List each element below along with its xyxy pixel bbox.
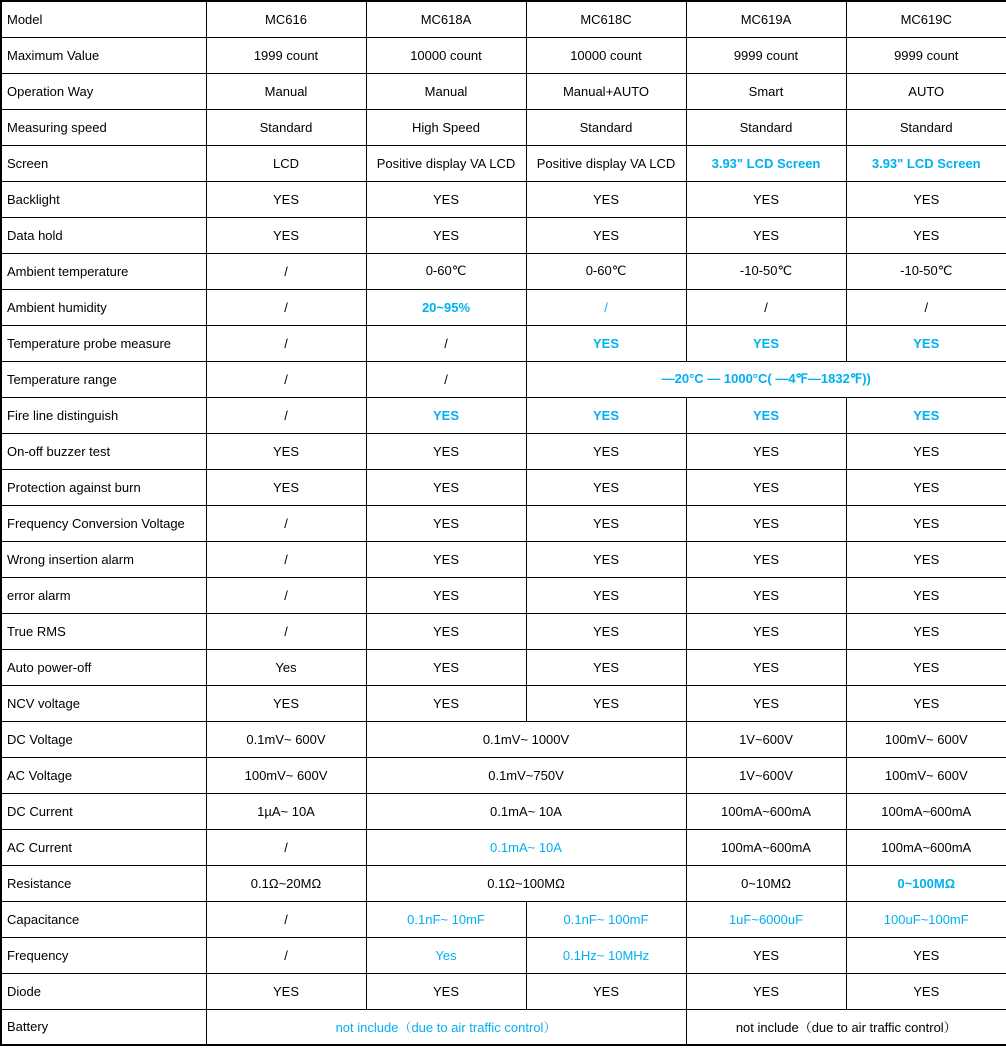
spec-value: YES — [846, 505, 1006, 541]
spec-value: Smart — [686, 73, 846, 109]
spec-value: / — [206, 289, 366, 325]
table-row — [1, 505, 1006, 541]
spec-value: YES — [526, 181, 686, 217]
spec-label: Wrong insertion alarm — [1, 541, 206, 577]
table-row — [1, 253, 1006, 289]
spec-value: / — [206, 505, 366, 541]
spec-value: 1V~600V — [686, 721, 846, 757]
spec-value: 1uF~6000uF — [686, 901, 846, 937]
spec-value: / — [206, 613, 366, 649]
spec-value: YES — [686, 181, 846, 217]
spec-value: YES — [366, 469, 526, 505]
spec-value: YES — [526, 217, 686, 253]
spec-value: YES — [206, 217, 366, 253]
spec-value: / — [206, 325, 366, 361]
spec-value: Standard — [686, 109, 846, 145]
spec-value: Standard — [206, 109, 366, 145]
spec-value: 0.1mA~ 10A — [366, 793, 686, 829]
spec-value: YES — [846, 613, 1006, 649]
table-row — [1, 397, 1006, 433]
spec-value: YES — [526, 433, 686, 469]
spec-value: 0.1Ω~20MΩ — [206, 865, 366, 901]
spec-value: Manual — [366, 73, 526, 109]
spec-value: 100mA~600mA — [846, 793, 1006, 829]
spec-value: -10-50℃ — [686, 253, 846, 289]
spec-value: YES — [206, 469, 366, 505]
spec-value: YES — [366, 181, 526, 217]
spec-value: 100uF~100mF — [846, 901, 1006, 937]
table-row — [1, 181, 1006, 217]
table-row — [1, 577, 1006, 613]
spec-value: 100mA~600mA — [686, 829, 846, 865]
table-row — [1, 937, 1006, 973]
table-row — [1, 37, 1006, 73]
spec-value: 0-60℃ — [526, 253, 686, 289]
spec-value: not include（due to air traffic control） — [206, 1009, 686, 1045]
spec-label: Temperature range — [1, 361, 206, 397]
spec-value: YES — [526, 649, 686, 685]
spec-value: YES — [366, 217, 526, 253]
spec-value: YES — [686, 685, 846, 721]
spec-value: 0.1mV~ 1000V — [366, 721, 686, 757]
table-row — [1, 829, 1006, 865]
spec-value: YES — [526, 613, 686, 649]
spec-label: Operation Way — [1, 73, 206, 109]
spec-value: / — [366, 325, 526, 361]
spec-value: YES — [686, 649, 846, 685]
spec-label: Maximum Value — [1, 37, 206, 73]
spec-value: YES — [366, 541, 526, 577]
spec-value: MC616 — [206, 1, 366, 37]
spec-value: 0.1Ω~100MΩ — [366, 865, 686, 901]
table-row — [1, 361, 1006, 397]
spec-value: YES — [206, 433, 366, 469]
spec-value: Standard — [846, 109, 1006, 145]
spec-value: 3.93" LCD Screen — [846, 145, 1006, 181]
spec-value: 100mA~600mA — [846, 829, 1006, 865]
table-row — [1, 145, 1006, 181]
spec-value: YES — [846, 937, 1006, 973]
spec-value: 1µA~ 10A — [206, 793, 366, 829]
spec-label: NCV voltage — [1, 685, 206, 721]
spec-value: / — [206, 361, 366, 397]
spec-value: 10000 count — [366, 37, 526, 73]
table-row — [1, 721, 1006, 757]
spec-label: DC Voltage — [1, 721, 206, 757]
spec-value: not include（due to air traffic control） — [686, 1009, 1006, 1045]
spec-value: YES — [686, 469, 846, 505]
spec-value: MC618A — [366, 1, 526, 37]
table-row — [1, 325, 1006, 361]
spec-value: 9999 count — [686, 37, 846, 73]
spec-value: YES — [686, 613, 846, 649]
spec-value: Standard — [526, 109, 686, 145]
spec-value: / — [206, 829, 366, 865]
spec-value: 0.1mV~ 600V — [206, 721, 366, 757]
spec-value: 0.1nF~ 10mF — [366, 901, 526, 937]
spec-label: Backlight — [1, 181, 206, 217]
spec-label: Auto power-off — [1, 649, 206, 685]
table-row — [1, 541, 1006, 577]
spec-value: YES — [686, 577, 846, 613]
spec-label: Frequency — [1, 937, 206, 973]
spec-value: —20°C — 1000°C( —4℉—1832℉)) — [526, 361, 1006, 397]
spec-value: YES — [686, 505, 846, 541]
spec-label: Fire line distinguish — [1, 397, 206, 433]
table-row — [1, 289, 1006, 325]
spec-value: MC619C — [846, 1, 1006, 37]
spec-value: YES — [846, 649, 1006, 685]
spec-value: YES — [526, 469, 686, 505]
spec-value: Yes — [206, 649, 366, 685]
spec-value: YES — [686, 325, 846, 361]
spec-value: YES — [686, 973, 846, 1009]
spec-value: / — [206, 253, 366, 289]
table-row — [1, 433, 1006, 469]
spec-value: 0.1mV~750V — [366, 757, 686, 793]
table-row — [1, 901, 1006, 937]
spec-label: Screen — [1, 145, 206, 181]
spec-value: YES — [846, 685, 1006, 721]
spec-value: YES — [366, 397, 526, 433]
spec-value: YES — [846, 397, 1006, 433]
spec-value: 100mA~600mA — [686, 793, 846, 829]
table-row — [1, 613, 1006, 649]
table-row — [1, 865, 1006, 901]
spec-value: YES — [366, 613, 526, 649]
spec-label: AC Current — [1, 829, 206, 865]
spec-value: YES — [686, 217, 846, 253]
spec-value: 0~10MΩ — [686, 865, 846, 901]
spec-value: 0.1mA~ 10A — [366, 829, 686, 865]
spec-value: 100mV~ 600V — [846, 721, 1006, 757]
spec-value: YES — [686, 937, 846, 973]
spec-value: YES — [846, 433, 1006, 469]
spec-value: YES — [526, 397, 686, 433]
spec-label: error alarm — [1, 577, 206, 613]
spec-value: / — [206, 541, 366, 577]
spec-label: Capacitance — [1, 901, 206, 937]
table-row — [1, 793, 1006, 829]
table-row — [1, 973, 1006, 1009]
spec-label: On-off buzzer test — [1, 433, 206, 469]
spec-value: YES — [526, 973, 686, 1009]
spec-value: 0.1nF~ 100mF — [526, 901, 686, 937]
spec-label: Ambient temperature — [1, 253, 206, 289]
spec-value: / — [526, 289, 686, 325]
spec-label: Measuring speed — [1, 109, 206, 145]
table-row — [1, 73, 1006, 109]
spec-label: Battery — [1, 1009, 206, 1045]
spec-value: YES — [526, 577, 686, 613]
spec-value: YES — [206, 181, 366, 217]
spec-label: DC Current — [1, 793, 206, 829]
table-row — [1, 109, 1006, 145]
spec-value: 0.1Hz~ 10MHz — [526, 937, 686, 973]
spec-value: YES — [846, 325, 1006, 361]
spec-label: Model — [1, 1, 206, 37]
spec-value: 0~100MΩ — [846, 865, 1006, 901]
table-row — [1, 1, 1006, 37]
spec-value: YES — [366, 433, 526, 469]
spec-value: Manual — [206, 73, 366, 109]
spec-value: / — [206, 901, 366, 937]
spec-value: YES — [846, 541, 1006, 577]
spec-value: 3.93" LCD Screen — [686, 145, 846, 181]
spec-value: 0-60℃ — [366, 253, 526, 289]
spec-value: / — [206, 577, 366, 613]
spec-value: YES — [526, 685, 686, 721]
table-row — [1, 1009, 1006, 1045]
spec-value: 100mV~ 600V — [846, 757, 1006, 793]
spec-value: 10000 count — [526, 37, 686, 73]
spec-label: Diode — [1, 973, 206, 1009]
table-row — [1, 217, 1006, 253]
spec-value: MC619A — [686, 1, 846, 37]
spec-value: YES — [846, 469, 1006, 505]
spec-value: MC618C — [526, 1, 686, 37]
spec-label: Temperature probe measure — [1, 325, 206, 361]
spec-value: YES — [366, 973, 526, 1009]
spec-value: YES — [686, 397, 846, 433]
spec-value: Positive display VA LCD — [366, 145, 526, 181]
spec-value: Positive display VA LCD — [526, 145, 686, 181]
spec-value: YES — [846, 577, 1006, 613]
spec-value: / — [206, 397, 366, 433]
spec-value: YES — [686, 541, 846, 577]
spec-value: YES — [846, 217, 1006, 253]
spec-value: YES — [366, 685, 526, 721]
spec-value: 9999 count — [846, 37, 1006, 73]
spec-label: True RMS — [1, 613, 206, 649]
spec-value: -10-50℃ — [846, 253, 1006, 289]
spec-value: LCD — [206, 145, 366, 181]
spec-value: YES — [686, 433, 846, 469]
spec-value: 1999 count — [206, 37, 366, 73]
spec-value: High Speed — [366, 109, 526, 145]
spec-table-body — [1, 1, 1006, 1045]
spec-value: YES — [526, 541, 686, 577]
spec-value: 100mV~ 600V — [206, 757, 366, 793]
spec-value: YES — [366, 577, 526, 613]
spec-value: 1V~600V — [686, 757, 846, 793]
spec-label: Data hold — [1, 217, 206, 253]
spec-value: / — [206, 937, 366, 973]
spec-label: AC Voltage — [1, 757, 206, 793]
spec-value: YES — [366, 649, 526, 685]
spec-value: YES — [206, 973, 366, 1009]
spec-label: Protection against burn — [1, 469, 206, 505]
spec-value: YES — [846, 973, 1006, 1009]
spec-value: AUTO — [846, 73, 1006, 109]
table-row — [1, 649, 1006, 685]
spec-value: Yes — [366, 937, 526, 973]
spec-value: Manual+AUTO — [526, 73, 686, 109]
spec-value: / — [366, 361, 526, 397]
spec-value: YES — [206, 685, 366, 721]
spec-value: YES — [366, 505, 526, 541]
table-row — [1, 757, 1006, 793]
spec-label: Resistance — [1, 865, 206, 901]
spec-label: Frequency Conversion Voltage — [1, 505, 206, 541]
table-row — [1, 469, 1006, 505]
spec-value: YES — [526, 505, 686, 541]
spec-value: / — [846, 289, 1006, 325]
spec-value: YES — [526, 325, 686, 361]
spec-label: Ambient humidity — [1, 289, 206, 325]
spec-value: YES — [846, 181, 1006, 217]
spec-value: / — [686, 289, 846, 325]
spec-value: 20~95% — [366, 289, 526, 325]
table-row — [1, 685, 1006, 721]
